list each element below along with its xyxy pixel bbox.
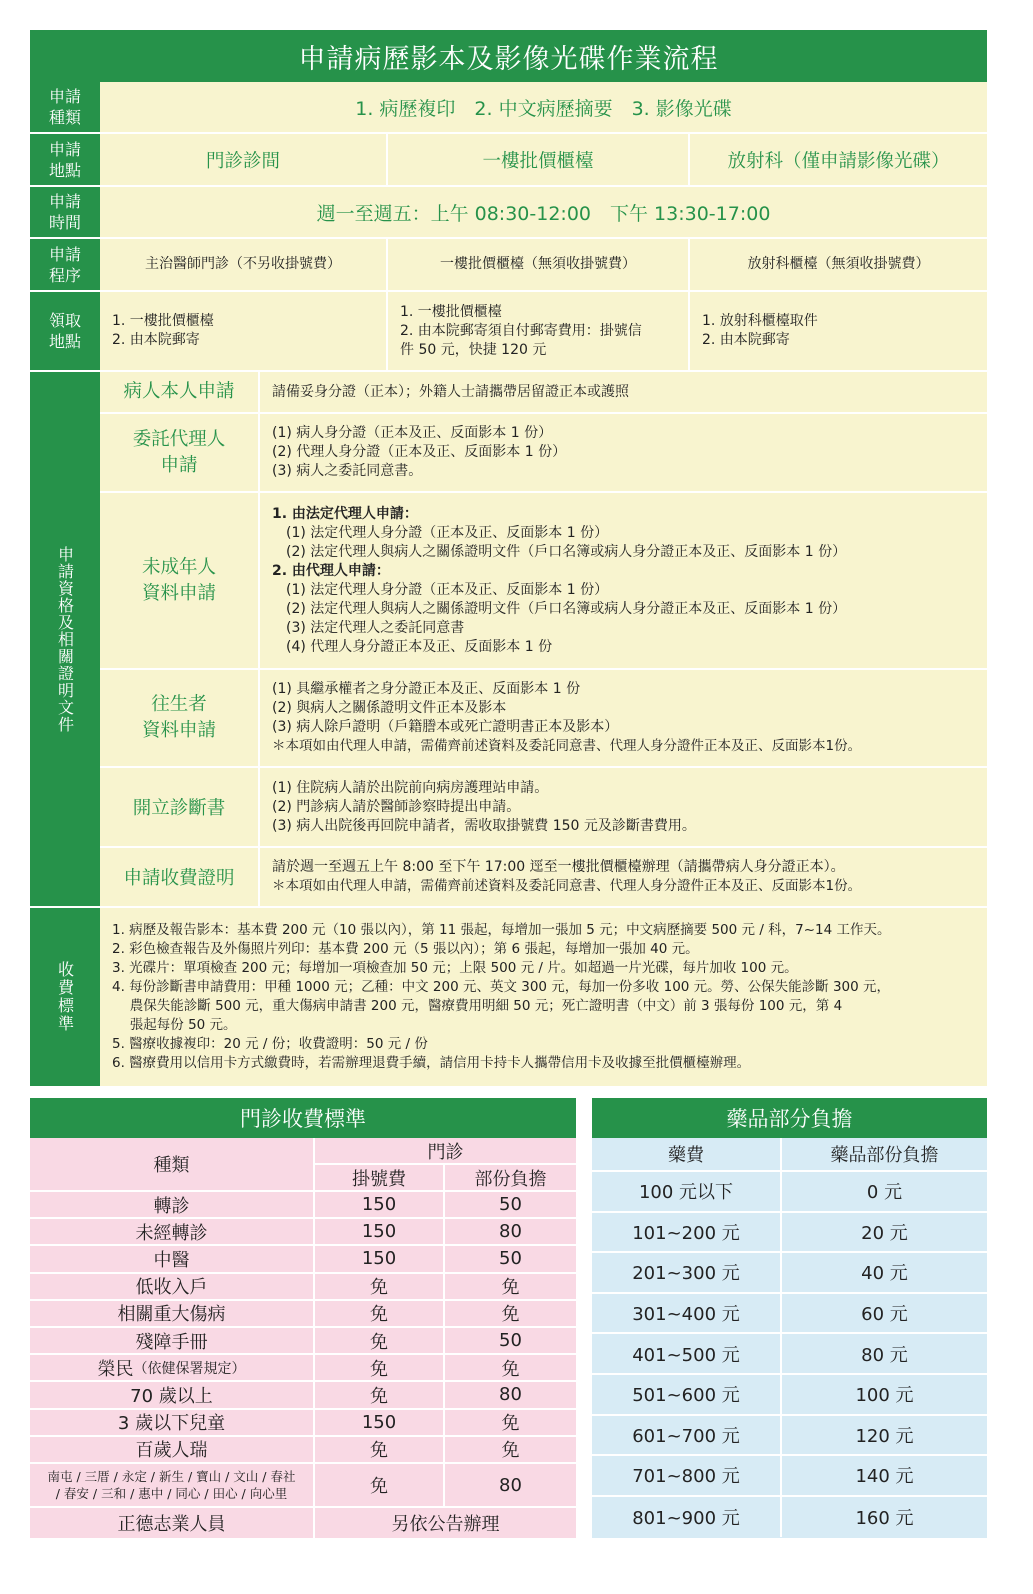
drug-row-fee: 301~400 元 [592,1294,782,1335]
drug-row-part: 40 元 [782,1253,987,1294]
qual-detail-deceased [260,670,987,768]
qual-line: (4) 代理人身分證正本及正、反面影本 1 份 [272,638,553,655]
header-part: 部份負擔 [445,1165,576,1192]
pickup-line: 1. 一樓批價櫃檯 [112,313,214,329]
qual-name-agent: 委託代理人 申請 [100,414,260,493]
drug-table [592,1098,987,1538]
outpatient-row-part: 80 [445,1219,576,1246]
outpatient-row-part: 50 [445,1192,576,1219]
outpatient-row-type: 低收入戶 [30,1274,315,1301]
qual-detail-self [260,372,987,414]
qual-line: (2) 與病人之關係證明文件正本及影本 [272,700,507,716]
qual-name-self: 病人本人申請 [100,372,260,414]
outpatient-row-reg: 150 [315,1219,445,1246]
outpatient-row-reg: 免 [315,1355,445,1382]
qual-name-minor: 未成年人 資料申請 [100,493,260,670]
qual-line: (1) 法定代理人身分證（正本及正、反面影本 1 份） [272,524,609,541]
pickup-line: 2. 由本院郵寄 [702,332,790,348]
drug-row-part: 160 元 [855,1508,914,1530]
outpatient-row-part: 50 [445,1246,576,1273]
drug-row-part: 20 元 [782,1213,987,1254]
qual-detail-receipt [260,848,987,908]
qual-line: (3) 病人之委託同意書。 [272,463,423,479]
pickup-col-1 [100,292,388,372]
outpatient-row-reg: 150 [315,1192,445,1219]
drug-row-part: 60 元 [782,1294,987,1335]
drug-row-part: 80 元 [782,1334,987,1375]
qual-line: 1. 由法定代理人申請： [272,505,418,522]
label-place: 申請 地點 [30,134,100,187]
fee-line: 5. 醫療收據複印：20 元 / 份；收費證明：50 元 / 份 [112,1036,428,1052]
drug-row-fee: 201~300 元 [592,1253,782,1294]
type-main: 榮民 [97,1358,134,1380]
time-content: 週一至週五：上午 08:30-12:00 下午 13:30-17:00 [100,187,987,239]
drug-row-fee: 401~500 元 [592,1334,782,1375]
outpatient-row-type: 相關重大傷病 [30,1301,315,1328]
qual-detail-agent [260,414,987,493]
fee-line: 3. 光碟片：單項檢查 200 元；每增加一項檢查加 50 元；上限 500 元 / 片。如超過一片光碟，每片加收 100 元。 [112,960,798,976]
label-procedure: 申請 程序 [30,239,100,292]
place-col-1: 門診診間 [100,134,388,187]
outpatient-row-type [30,1355,315,1382]
outpatient-row-part: 免 [445,1437,576,1464]
drug-row-fee: 501~600 元 [592,1375,782,1416]
qual-line: (1) 住院病人請於出院前向病房護理站申請。 [272,779,549,796]
qual-detail-diagnosis [260,768,987,848]
outpatient-row-reg: 免 [315,1274,445,1301]
last-type: 正德志業人員 [30,1508,315,1538]
place-col-2: 一樓批價櫃檯 [388,134,690,187]
outpatient-row-type: 未經轉診 [30,1219,315,1246]
outpatient-row-reg: 免 [315,1328,445,1355]
qual-line: ＊本項如由代理人申請，需備齊前述資料及委託同意書、代理人身分證件正本及正、反面影本1份。 [272,878,862,894]
qual-name-diagnosis: 開立診斷書 [100,768,260,848]
pickup-line: 件 50 元，快捷 120 元 [400,341,547,358]
outpatient-table [30,1098,576,1538]
outpatient-row-part: 80 [445,1382,576,1409]
outpatient-title: 門診收費標準 [30,1098,576,1138]
qual-line: (1) 病人身分證（正本及正、反面影本 1 份） [272,425,553,441]
fee-line: 農保失能診斷 500 元，重大傷病申請書 200 元，醫療費用明細 50 元；死亡證明書（中文）前 3 張每份 100 元，第 4 [112,998,843,1014]
outpatient-row-reg: 免 [315,1301,445,1328]
pickup-col-3 [690,292,987,372]
type-note: （依健保署規定） [133,1360,246,1377]
drug-row-fee: 801~900 元 [592,1497,782,1538]
outpatient-row-part: 50 [445,1328,576,1355]
fee-line: 1. 病歷及報告影本：基本費 200 元（10 張以內），第 11 張起，每增加一張加 5 元；中文病歷摘要 500 元 / 科，7~14 工作天。 [112,922,891,938]
procedure-col-1: 主治醫師門診（不另收掛號費） [100,239,388,292]
flow-chart [30,30,987,1086]
label-type: 申請 種類 [30,82,100,134]
label-fees: 收費標準 [55,961,75,1033]
drug-row-fee: 701~800 元 [592,1456,782,1497]
last-value: 另依公告辦理 [391,1514,500,1535]
drug-header-fee: 藥費 [592,1138,782,1172]
drug-row-part: 100 元 [782,1375,987,1416]
drug-title: 藥品部分負擔 [592,1098,987,1138]
fees-detail [100,908,987,1086]
pickup-line: 1. 放射科櫃檯取件 [702,313,818,329]
drug-row-fee: 100 元以下 [592,1172,782,1213]
outpatient-row-type: 中醫 [30,1246,315,1273]
outpatient-row-type: 百歲人瑞 [30,1437,315,1464]
type-content: 1. 病歷複印 2. 中文病歷摘要 3. 影像光碟 [100,82,987,134]
outpatient-row-part: 免 [445,1301,576,1328]
fee-line: 2. 彩色檢查報告及外傷照片列印：基本費 200 元（5 張以內）；第 6 張起，每增加一張加 40 元。 [112,941,699,957]
header-reg: 掛號費 [315,1165,445,1192]
outpatient-row-part: 免 [445,1274,576,1301]
drug-row-part: 140 元 [782,1456,987,1497]
drug-header-part: 藥品部份負擔 [782,1138,987,1172]
special-reg: 免 [315,1464,445,1508]
pickup-line: 1. 一樓批價櫃檯 [400,303,502,320]
qual-line: (3) 病人出院後再回院申請者，需收取掛號費 150 元及診斷書費用。 [272,817,696,834]
outpatient-row-part: 免 [445,1410,576,1437]
pickup-col-2 [388,292,690,372]
drug-row-fee: 601~700 元 [592,1416,782,1457]
qual-line: (1) 具繼承權者之身分證正本及正、反面影本 1 份 [272,681,581,697]
header-type: 種類 [30,1138,315,1192]
qual-line: (3) 病人除戶證明（戶籍謄本或死亡證明書正本及影本） [272,719,619,735]
special-line: 南屯 / 三厝 / 永定 / 新生 / 寶山 / 文山 / 春社 [47,1469,296,1484]
outpatient-row-reg: 150 [315,1246,445,1273]
qual-line: ＊本項如由代理人申請，需備齊前述資料及委託同意書、代理人身分證件正本及正、反面影本1份。 [272,738,862,754]
outpatient-row-part: 免 [445,1355,576,1382]
qual-line: 2. 由代理人申請： [272,562,390,579]
fee-line: 張起每份 50 元。 [112,1017,237,1033]
qual-name-receipt: 申請收費證明 [100,848,260,908]
drug-row-fee: 101~200 元 [592,1213,782,1254]
special-type [30,1464,315,1508]
drug-row-part: 0 元 [782,1172,987,1213]
fee-line: 4. 每份診斷書申請費用：甲種 1000 元；乙種：中文 200 元、英文 300 元，每加一份多收 100 元。勞、公保失能診斷 300 元， [112,979,891,995]
fee-line: 6. 醫療費用以信用卡方式繳費時，若需辦理退費手續，請信用卡持卡人攜帶信用卡及收據至批價櫃檯辦理。 [112,1055,751,1071]
outpatient-row-type: 3 歲以下兒童 [30,1410,315,1437]
pickup-line: 2. 由本院郵寄須自付郵寄費用：掛號信 [400,322,642,339]
outpatient-row-reg: 免 [315,1382,445,1409]
special-part: 80 [445,1464,576,1508]
procedure-col-3: 放射科櫃檯（無須收掛號費） [690,239,987,292]
procedure-col-2: 一樓批價櫃檯（無須收掛號費） [388,239,690,292]
outpatient-row-type: 70 歲以上 [30,1382,315,1409]
qual-line: 請於週一至週五上午 8:00 至下午 17:00 逕至一樓批價櫃檯辦理（請攜帶病人身分證正本）。 [272,859,845,875]
drug-row-part: 120 元 [782,1416,987,1457]
qual-line: (2) 法定代理人與病人之關係證明文件（戶口名簿或病人身分證正本及正、反面影本 1 份） [272,543,847,560]
qual-line: (2) 代理人身分證（正本及正、反面影本 1 份） [272,444,567,460]
qual-line: (2) 法定代理人與病人之關係證明文件（戶口名簿或病人身分證正本及正、反面影本 1 份） [272,600,847,617]
outpatient-row-type: 殘障手冊 [30,1328,315,1355]
page-title: 申請病歷影本及影像光碟作業流程 [30,30,987,82]
outpatient-row-type: 轉診 [30,1192,315,1219]
place-col-3: 放射科（僅申請影像光碟） [690,134,987,187]
header-group: 門診 [315,1138,576,1165]
label-pickup: 領取 地點 [30,292,100,372]
special-line: / 春安 / 三和 / 惠中 / 同心 / 田心 / 向心里 [55,1486,288,1501]
outpatient-row-reg: 150 [315,1410,445,1437]
label-qualification: 申請資格及相關證明文件 [30,372,100,908]
qual-line: 請備妥身分證（正本）；外籍人士請攜帶居留證正本或護照 [272,383,629,400]
qual-detail-minor [260,493,987,670]
outpatient-row-reg: 免 [315,1437,445,1464]
qual-name-deceased: 往生者 資料申請 [100,670,260,768]
qual-line: (2) 門診病人請於醫師診察時提出申請。 [272,798,521,815]
pickup-line: 2. 由本院郵寄 [112,332,200,348]
qual-line: (1) 法定代理人身分證（正本及正、反面影本 1 份） [272,581,609,598]
qual-line: (3) 法定代理人之委託同意書 [272,619,465,636]
label-time: 申請 時間 [30,187,100,239]
